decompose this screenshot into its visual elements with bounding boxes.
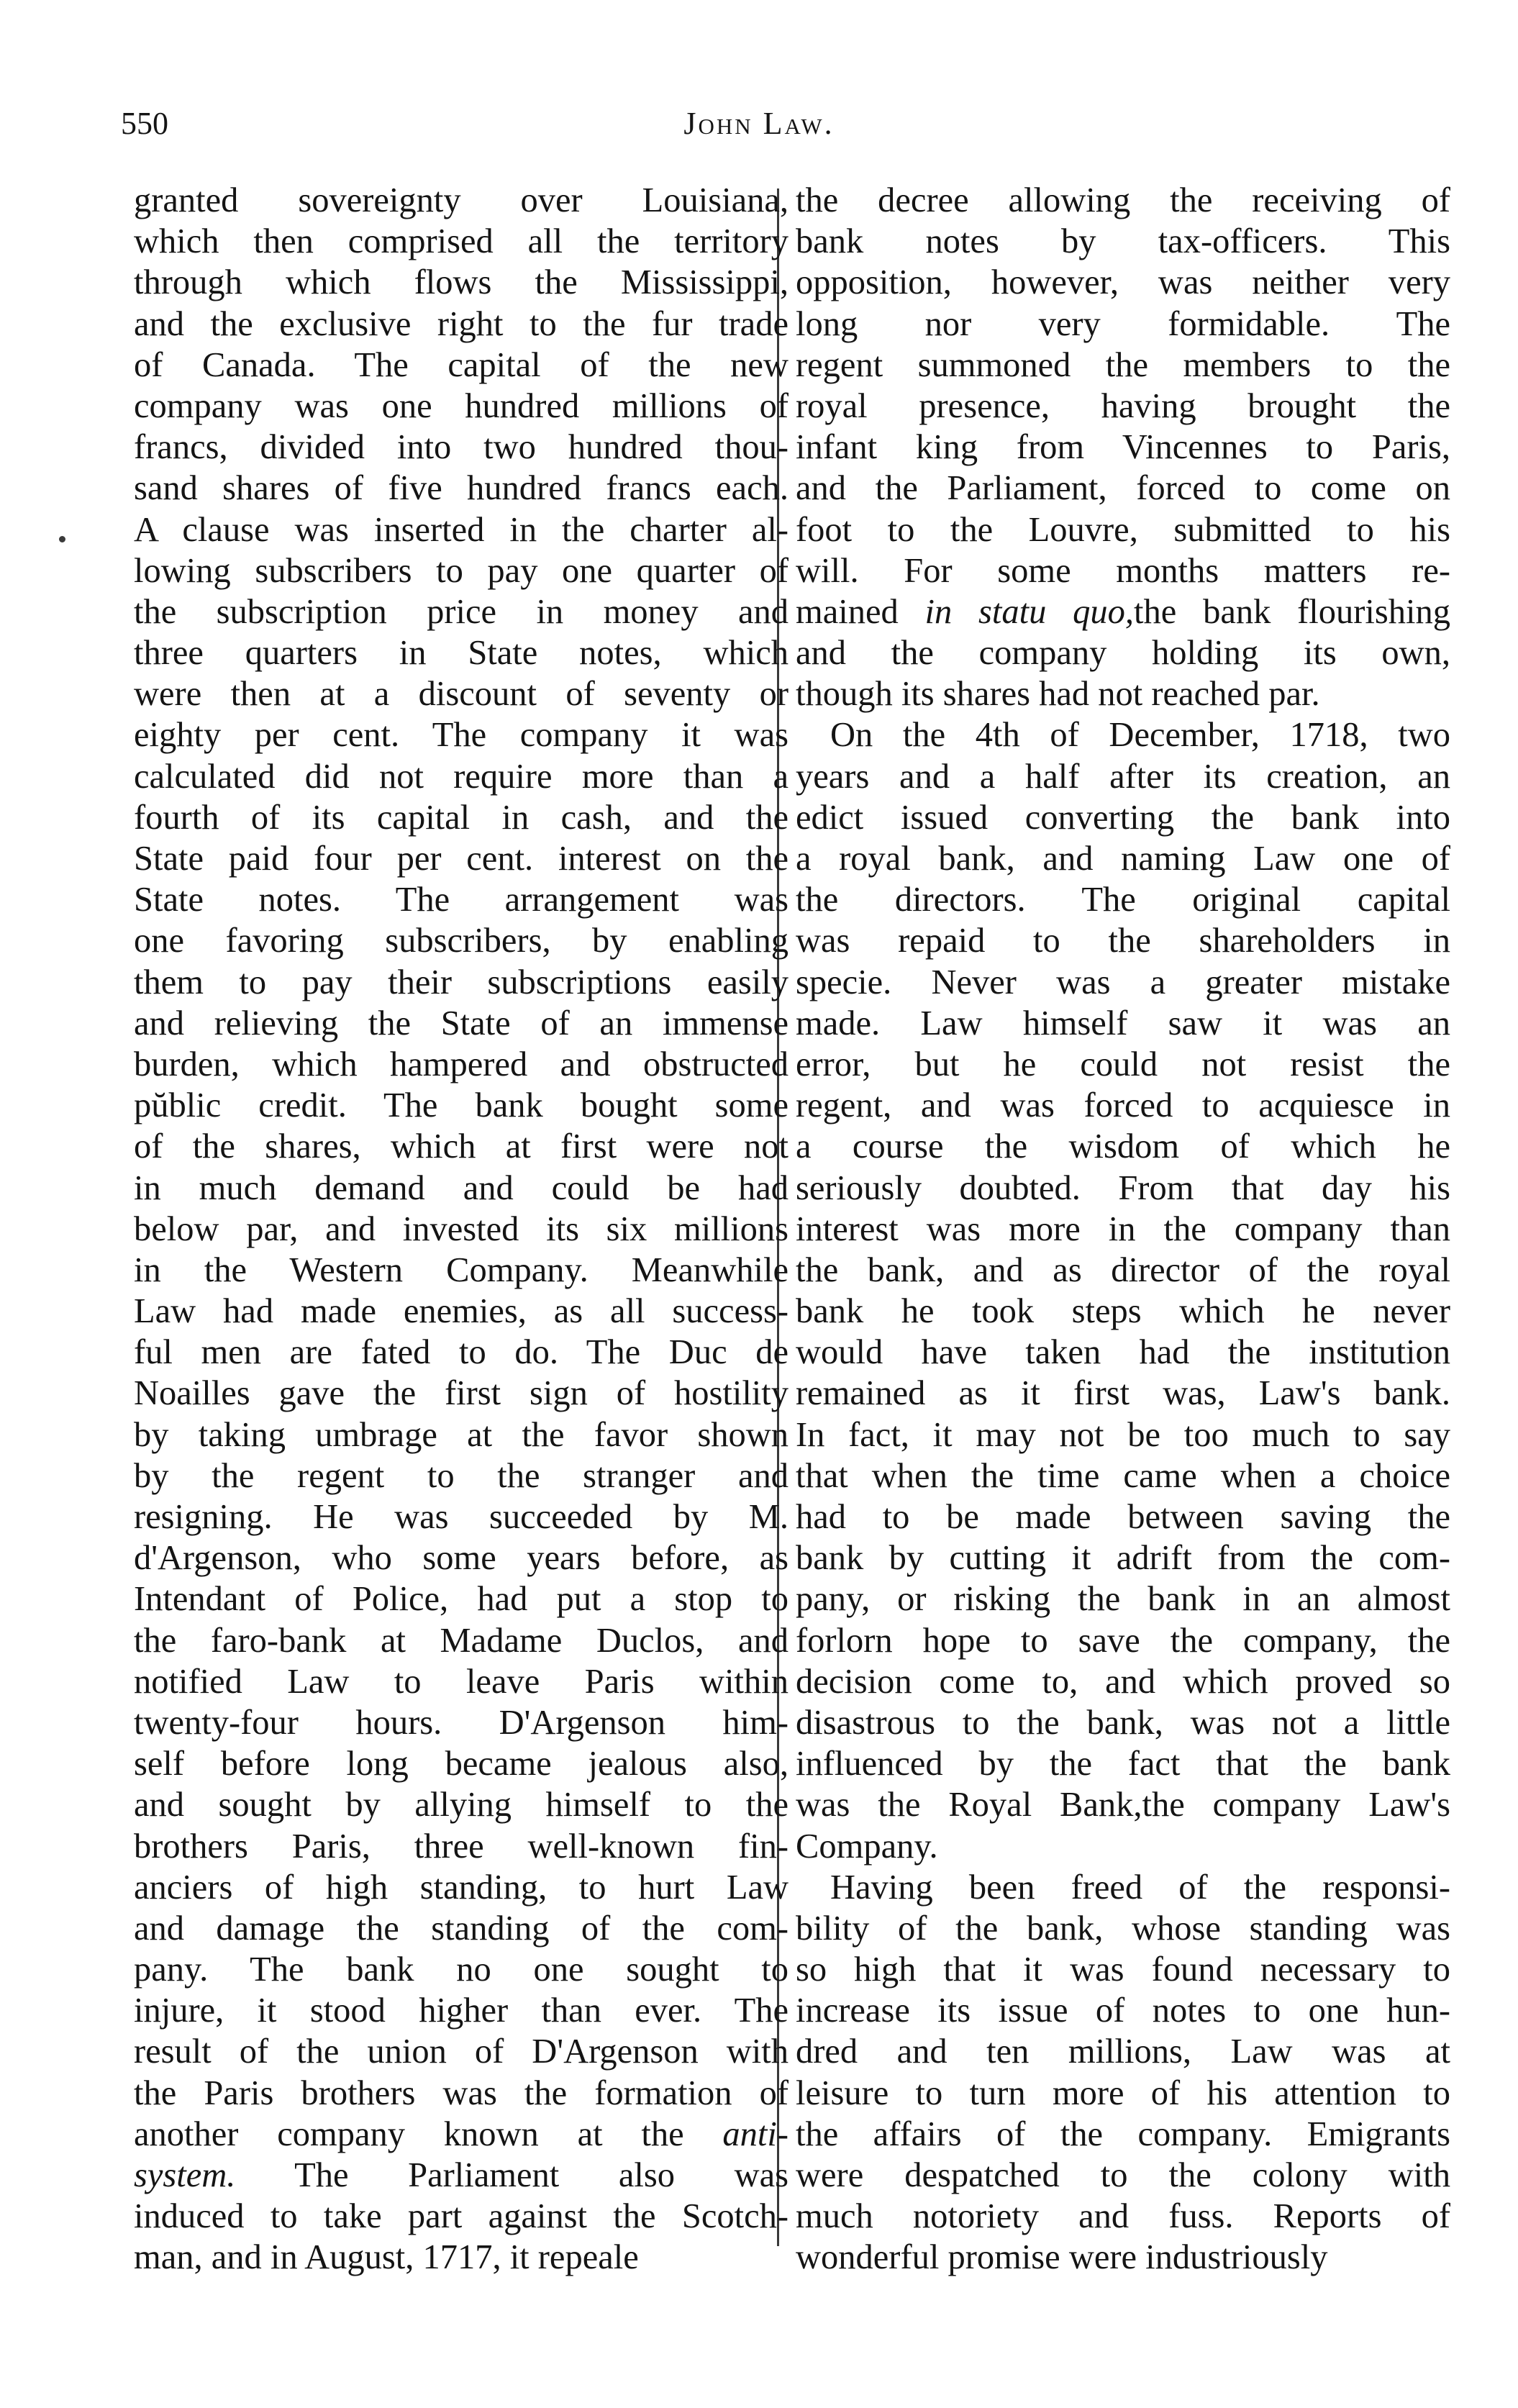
text-line: long nor very formidable. The bbox=[796, 304, 1450, 343]
text-line: disastrous to the bank, was not a little bbox=[796, 1703, 1450, 1742]
text-line: Noailles gave the first sign of hostility bbox=[134, 1374, 788, 1413]
italic-phrase: in statu quo, bbox=[924, 592, 1135, 631]
text-line: resigning. He was succeeded by M. bbox=[134, 1498, 788, 1536]
text-line: State paid four per cent. interest on the bbox=[134, 840, 788, 878]
text-line: and sought by allying himself to the bbox=[134, 1786, 788, 1825]
text-line: twenty-four hours. D'Argenson him- bbox=[134, 1703, 788, 1742]
text-line: the Paris brothers was the formation of bbox=[134, 2073, 788, 2112]
text-line: were despatched to the colony with bbox=[796, 2156, 1450, 2194]
text-line: wonderful promise were industriously bbox=[796, 2238, 1328, 2277]
text-line: of Canada. The capital of the new bbox=[134, 345, 788, 384]
text-line: self before long became jealous also, bbox=[134, 1745, 788, 1784]
text-line: sand shares of five hundred francs each. bbox=[134, 469, 788, 508]
text-line bbox=[134, 2155, 788, 2196]
text-line: the faro-bank at Madame Duclos, and bbox=[134, 1621, 788, 1660]
page-number: 550 bbox=[121, 106, 168, 141]
stray-mark bbox=[59, 536, 65, 542]
text-line: edict issued converting the bank into bbox=[796, 798, 1450, 837]
text-line: d'Argenson, who some years before, as bbox=[134, 1539, 788, 1578]
text-line: Law had made enemies, as all success- bbox=[134, 1292, 788, 1331]
left-column bbox=[134, 180, 788, 2278]
text-line: bank notes by tax-officers. This bbox=[796, 222, 1450, 261]
text-line: On the 4th of December, 1718, two bbox=[830, 716, 1450, 755]
text-line: made. Law himself saw it was an bbox=[796, 1004, 1450, 1042]
text-line: brothers Paris, three well-known fin- bbox=[134, 1827, 788, 1866]
text-fragment: mained bbox=[796, 592, 899, 631]
text-line: the bank, and as director of the royal bbox=[796, 1250, 1450, 1289]
text-line: Company. bbox=[796, 1827, 938, 1866]
text-line: specie. Never was a greater mistake bbox=[796, 963, 1450, 1001]
text-line: through which flows the Mississippi, bbox=[134, 263, 788, 302]
text-line: and damage the standing of the com- bbox=[134, 1909, 788, 1948]
text-line: and the company holding its own, bbox=[796, 634, 1450, 673]
text-line: influenced by the fact that the bank bbox=[796, 1745, 1450, 1784]
italic-phrase: anti- bbox=[722, 2114, 788, 2153]
text-line: lowing subscribers to pay one quarter of bbox=[134, 551, 788, 590]
text-line: below par, and invested its six millions bbox=[134, 1209, 788, 1248]
text-line: Intendant of Police, had put a stop to bbox=[134, 1580, 788, 1619]
text-line: were then at a discount of seventy or bbox=[134, 675, 788, 714]
text-line: and the exclusive right to the fur trade bbox=[134, 304, 788, 343]
text-line: interest was more in the company than bbox=[796, 1209, 1450, 1248]
right-column bbox=[796, 180, 1450, 2278]
text-line: leisure to turn more of his attention to bbox=[796, 2073, 1450, 2112]
text-line: was the Royal Bank,the company Law's bbox=[796, 1786, 1450, 1825]
text-line bbox=[796, 591, 1450, 632]
text-line: calculated did not require more than a bbox=[134, 757, 788, 796]
text-line: State notes. The arrangement was bbox=[134, 881, 788, 919]
text-line: ful men are fated to do. The Duc de bbox=[134, 1333, 788, 1372]
text-line: anciers of high standing, to hurt Law bbox=[134, 1868, 788, 1907]
text-line: man, and in August, 1717, it repeale bbox=[134, 2238, 639, 2277]
text-line: the directors. The original capital bbox=[796, 881, 1450, 919]
text-line: Having been freed of the responsi- bbox=[830, 1868, 1450, 1907]
text-line: forlorn hope to save the company, the bbox=[796, 1621, 1450, 1660]
text-line: by the regent to the stranger and bbox=[134, 1456, 788, 1495]
text-line: increase its issue of notes to one hun- bbox=[796, 1991, 1450, 2030]
text-line: A clause was inserted in the charter al- bbox=[134, 510, 788, 549]
text-line: the decree allowing the receiving of bbox=[796, 181, 1450, 219]
text-line: induced to take part against the Scotch- bbox=[134, 2197, 788, 2236]
text-fragment: the bank flourishing bbox=[1134, 592, 1450, 631]
text-line: bility of the bank, whose standing was bbox=[796, 1909, 1450, 1948]
text-line: regent, and was forced to acquiesce in bbox=[796, 1086, 1450, 1125]
text-line: error, but he could not resist the bbox=[796, 1045, 1450, 1083]
text-line: a course the wisdom of which he bbox=[796, 1127, 1450, 1166]
text-line: dred and ten millions, Law was at bbox=[796, 2032, 1450, 2071]
text-line: a royal bank, and naming Law one of bbox=[796, 840, 1450, 878]
text-line: granted sovereignty over Louisiana, bbox=[134, 181, 788, 219]
text-line: will. For some months matters re- bbox=[796, 551, 1450, 590]
text-line: that when the time came when a choice bbox=[796, 1456, 1450, 1495]
text-line: seriously doubted. From that day his bbox=[796, 1168, 1450, 1207]
text-line: would have taken had the institution bbox=[796, 1333, 1450, 1372]
text-line: them to pay their subscriptions easily bbox=[134, 963, 788, 1001]
text-fragment: The Parliament also was bbox=[235, 2156, 788, 2194]
text-line: foot to the Louvre, submitted to his bbox=[796, 510, 1450, 549]
text-line: opposition, however, was neither very bbox=[796, 263, 1450, 302]
text-line: much notoriety and fuss. Reports of bbox=[796, 2197, 1450, 2236]
text-line: in much demand and could be had bbox=[134, 1168, 788, 1207]
text-line: francs, divided into two hundred thou- bbox=[134, 428, 788, 467]
text-line: and relieving the State of an immense bbox=[134, 1004, 788, 1042]
text-line: though its shares had not reached par. bbox=[796, 675, 1320, 714]
text-line: bank by cutting it adrift from the com- bbox=[796, 1539, 1450, 1578]
text-line: pany. The bank no one sought to bbox=[134, 1950, 788, 1989]
text-line: company was one hundred millions of bbox=[134, 386, 788, 425]
text-line: result of the union of D'Argenson with bbox=[134, 2032, 788, 2071]
text-line: pany, or risking the bank in an almost bbox=[796, 1580, 1450, 1619]
text-line: which then comprised all the territory bbox=[134, 222, 788, 261]
text-line: so high that it was found necessary to bbox=[796, 1950, 1450, 1989]
text-line: by taking umbrage at the favor shown bbox=[134, 1415, 788, 1454]
text-line: notified Law to leave Paris within bbox=[134, 1662, 788, 1701]
text-line: bank he took steps which he never bbox=[796, 1292, 1450, 1331]
text-line: fourth of its capital in cash, and the bbox=[134, 798, 788, 837]
text-line: In fact, it may not be too much to say bbox=[796, 1415, 1450, 1454]
running-head: John Law. bbox=[683, 106, 835, 141]
text-line: was repaid to the shareholders in bbox=[796, 922, 1450, 960]
text-line: remained as it first was, Law's bank. bbox=[796, 1374, 1450, 1413]
text-line bbox=[134, 2114, 788, 2155]
text-line: of the shares, which at first were not bbox=[134, 1127, 788, 1166]
italic-phrase: system. bbox=[134, 2156, 236, 2194]
text-line: three quarters in State notes, which bbox=[134, 634, 788, 673]
text-line: infant king from Vincennes to Paris, bbox=[796, 428, 1450, 467]
text-line: royal presence, having brought the bbox=[796, 386, 1450, 425]
text-line: burden, which hampered and obstructed bbox=[134, 1045, 788, 1083]
text-line: the subscription price in money and bbox=[134, 592, 788, 631]
text-line: in the Western Company. Meanwhile bbox=[134, 1250, 788, 1289]
text-line: had to be made between saving the bbox=[796, 1498, 1450, 1536]
text-line: decision come to, and which proved so bbox=[796, 1662, 1450, 1701]
text-line: eighty per cent. The company it was bbox=[134, 716, 788, 755]
text-line: pŭblic credit. The bank bought some bbox=[134, 1086, 788, 1125]
text-line: and the Parliament, forced to come on bbox=[796, 469, 1450, 508]
text-line: years and a half after its creation, an bbox=[796, 757, 1450, 796]
text-line: the affairs of the company. Emigrants bbox=[796, 2114, 1450, 2153]
text-fragment: another company known at the bbox=[134, 2114, 684, 2153]
text-line: one favoring subscribers, by enabling bbox=[134, 922, 788, 960]
text-line: regent summoned the members to the bbox=[796, 345, 1450, 384]
text-line: injure, it stood higher than ever. The bbox=[134, 1991, 788, 2030]
